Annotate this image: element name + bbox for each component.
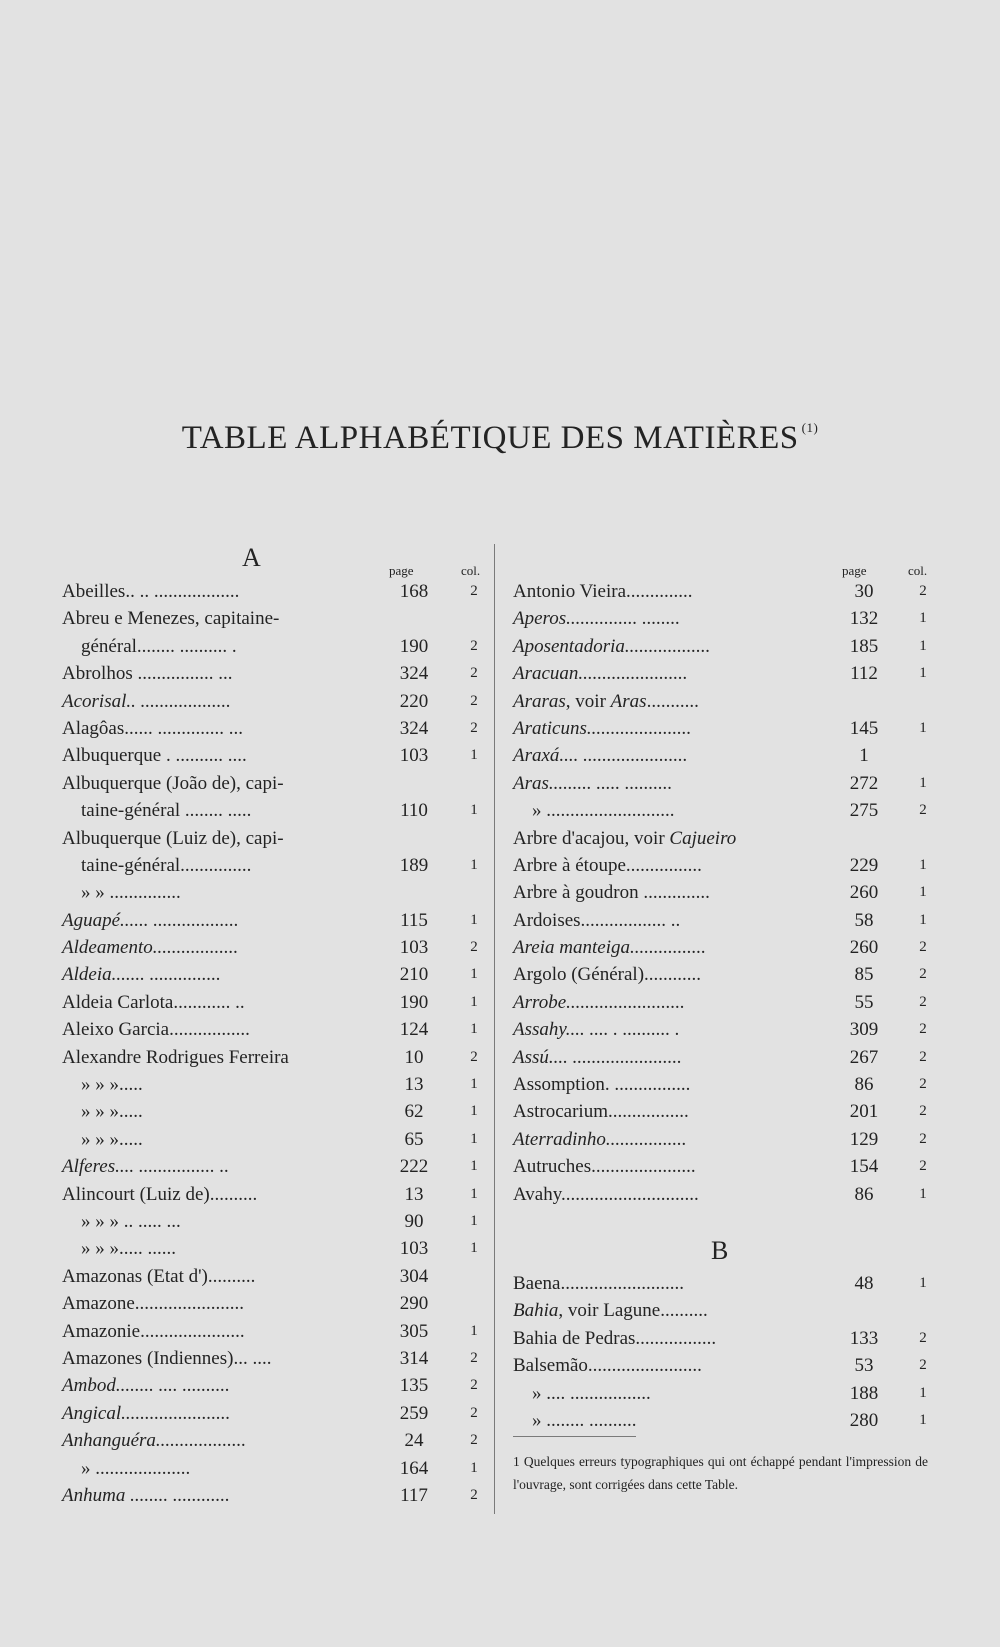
entry-term: Aldeamento.................. xyxy=(62,937,239,959)
index-entry xyxy=(513,715,938,742)
entry-page: 103 xyxy=(399,937,429,959)
entry-column: 1 xyxy=(470,966,478,983)
entry-page: 272 xyxy=(849,772,879,794)
entry-term: Assahy.... .... . .......... . xyxy=(513,1019,680,1041)
entry-page: 145 xyxy=(849,717,879,739)
entry-term: Alincourt (Luiz de).......... xyxy=(62,1183,258,1205)
entry-page: 86 xyxy=(854,1183,874,1205)
index-entry xyxy=(62,605,484,632)
index-entry xyxy=(62,797,484,824)
index-entries-right-b xyxy=(513,1270,938,1434)
entry-term: Aldeia....... ............... xyxy=(62,964,221,986)
entry-column: 1 xyxy=(470,802,478,819)
entry-page: 260 xyxy=(849,937,879,959)
index-entry xyxy=(513,633,938,660)
section-b-header xyxy=(513,1234,938,1270)
entry-column: 1 xyxy=(470,1076,478,1093)
index-entry xyxy=(62,1208,484,1235)
entry-column: 1 xyxy=(919,1384,927,1401)
entry-term: Abeilles.. .. .................. xyxy=(62,581,240,602)
entry-column: 1 xyxy=(919,1274,927,1291)
index-entry xyxy=(513,1352,938,1379)
entry-column: 2 xyxy=(470,1486,478,1503)
column-header xyxy=(513,545,938,578)
index-entry xyxy=(62,961,484,988)
index-entry xyxy=(513,578,938,605)
entry-column: 2 xyxy=(470,583,478,599)
entry-page: 309 xyxy=(849,1019,879,1041)
page-header: page xyxy=(389,563,414,578)
entry-column: 1 xyxy=(470,993,478,1010)
entry-term: Aldeia Carlota............ .. xyxy=(62,991,245,1013)
entry-term: Anhuma ........ ............ xyxy=(62,1484,230,1506)
index-entry xyxy=(62,1181,484,1208)
entry-page: 1 xyxy=(859,745,869,767)
entry-column: 1 xyxy=(470,1130,478,1147)
entry-term: Abrolhos ................ ... xyxy=(62,663,233,685)
index-entry xyxy=(62,742,484,769)
entry-page: 260 xyxy=(849,882,879,904)
index-entry xyxy=(513,1325,938,1352)
entry-column: 2 xyxy=(470,665,478,682)
entry-term: Alagôas...... .............. ... xyxy=(62,717,244,739)
index-column-left xyxy=(62,545,484,1509)
entry-column: 1 xyxy=(919,637,927,654)
entry-column: 1 xyxy=(919,911,927,928)
entry-page: 65 xyxy=(404,1128,424,1150)
index-entry xyxy=(62,1235,484,1262)
section-letter-b: B xyxy=(711,1235,729,1265)
entry-page: 189 xyxy=(399,854,429,876)
entry-term: général........ .......... . xyxy=(81,635,237,657)
entry-term: » .... ................. xyxy=(532,1382,651,1404)
entry-page: 13 xyxy=(404,1074,424,1096)
index-entry xyxy=(62,1400,484,1427)
entry-page: 58 xyxy=(854,909,874,931)
entry-term: Antonio Vieira.............. xyxy=(513,581,693,602)
column-header xyxy=(62,545,484,578)
entry-page: 103 xyxy=(399,745,429,767)
entry-term: Bahia, voir Lagune.......... xyxy=(513,1300,708,1322)
index-entries-left xyxy=(62,578,484,1509)
entry-term: Astrocarium................. xyxy=(513,1101,689,1123)
index-entry xyxy=(513,989,938,1016)
index-entry xyxy=(513,879,938,906)
entry-column: 1 xyxy=(919,719,927,736)
entry-term: Alferes.... ................ .. xyxy=(62,1156,230,1178)
index-entry xyxy=(62,578,484,605)
entry-page: 259 xyxy=(399,1402,429,1424)
entry-term: Aguapé...... .................. xyxy=(62,909,239,931)
entry-page: 124 xyxy=(399,1019,429,1041)
index-entry xyxy=(513,961,938,988)
index-entry xyxy=(62,1455,484,1482)
entry-term: Bahia de Pedras................. xyxy=(513,1327,717,1349)
index-entry xyxy=(62,660,484,687)
entry-column: 2 xyxy=(919,1357,927,1374)
index-entry xyxy=(513,852,938,879)
index-entry xyxy=(62,1071,484,1098)
footnote-rule xyxy=(513,1436,636,1437)
index-entry xyxy=(62,825,484,852)
entry-page: 13 xyxy=(404,1183,424,1205)
entry-term: Ambod........ .... .......... xyxy=(62,1375,230,1397)
entry-column: 1 xyxy=(919,884,927,901)
entry-column: 2 xyxy=(919,939,927,956)
entry-column: 1 xyxy=(470,911,478,928)
entry-term: » » »..... xyxy=(81,1101,143,1123)
entry-column: 2 xyxy=(470,1432,478,1449)
index-entry xyxy=(513,1016,938,1043)
entry-column: 2 xyxy=(919,966,927,983)
index-entry xyxy=(62,1482,484,1509)
entry-column: 1 xyxy=(470,1322,478,1339)
section-letter-a: A xyxy=(242,543,261,572)
entry-column: 1 xyxy=(919,856,927,873)
page-header: page xyxy=(842,563,867,578)
entry-column: 2 xyxy=(919,1130,927,1147)
index-entry xyxy=(513,1380,938,1407)
entry-column: 2 xyxy=(919,583,927,599)
index-entries-right-a xyxy=(513,578,938,1208)
entry-column: 2 xyxy=(470,1349,478,1366)
entry-page: 154 xyxy=(849,1156,879,1178)
index-entry xyxy=(62,852,484,879)
index-entry xyxy=(62,934,484,961)
index-entry xyxy=(62,1126,484,1153)
entry-column: 1 xyxy=(470,1212,478,1229)
entry-term: » » »..... ...... xyxy=(81,1238,176,1260)
entry-term: Amazones (Indiennes)... .... xyxy=(62,1347,272,1369)
column-divider xyxy=(494,544,495,1514)
entry-term: Alexandre Rodrigues Ferreira xyxy=(62,1046,289,1068)
entry-page: 55 xyxy=(854,991,874,1013)
entry-column: 2 xyxy=(470,939,478,956)
index-entry xyxy=(513,1407,938,1434)
index-entry xyxy=(513,688,938,715)
footnote: 1 Quelques erreurs typographiques qui ont échappé pendant l'impression de l'ouvrage, sont corrigées dans cette Table. xyxy=(513,1454,928,1492)
entry-page: 112 xyxy=(850,663,878,685)
entry-term: Argolo (Général)............ xyxy=(513,964,702,986)
entry-page: 53 xyxy=(854,1355,874,1377)
entry-term: Balsemão........................ xyxy=(513,1355,702,1377)
entry-page: 10 xyxy=(404,1046,424,1068)
entry-page: 48 xyxy=(854,1272,874,1294)
index-entry xyxy=(62,1098,484,1125)
entry-term: Aleixo Garcia................. xyxy=(62,1019,250,1041)
entry-page: 314 xyxy=(399,1347,429,1369)
entry-page: 305 xyxy=(399,1320,429,1342)
index-entry xyxy=(62,715,484,742)
entry-column: 1 xyxy=(470,1240,478,1257)
entry-column: 1 xyxy=(919,1411,927,1428)
entry-term: Amazonas (Etat d').......... xyxy=(62,1265,256,1287)
entry-term: Aras......... ..... .......... xyxy=(513,772,673,794)
entry-term: Albuquerque (Luiz de), capi- xyxy=(62,827,284,849)
index-entry xyxy=(62,989,484,1016)
entry-term: » » »..... xyxy=(81,1128,143,1150)
index-entry xyxy=(62,633,484,660)
index-entry xyxy=(62,1153,484,1180)
entry-column: 2 xyxy=(919,1329,927,1346)
index-column-right xyxy=(513,545,938,1434)
entry-column: 2 xyxy=(470,1377,478,1394)
entry-page: 24 xyxy=(404,1430,424,1452)
entry-term: Assú.... ....................... xyxy=(513,1046,682,1068)
entry-page: 190 xyxy=(399,635,429,657)
entry-column: 1 xyxy=(470,1185,478,1202)
entry-column: 2 xyxy=(470,637,478,654)
entry-term: Acorisal.. ................... xyxy=(62,690,231,712)
index-entry xyxy=(62,1016,484,1043)
entry-page: 85 xyxy=(854,964,874,986)
entry-page: 62 xyxy=(404,1101,424,1123)
entry-term: Avahy............................. xyxy=(513,1183,699,1205)
entry-term: taine-général............... xyxy=(81,854,252,876)
index-entry xyxy=(513,605,938,632)
entry-column: 1 xyxy=(919,610,927,627)
entry-page: 164 xyxy=(399,1457,429,1479)
entry-page: 132 xyxy=(849,608,879,630)
entry-term: Aposentadoria.................. xyxy=(513,635,711,657)
entry-column: 2 xyxy=(919,802,927,819)
entry-column: 2 xyxy=(919,1048,927,1065)
index-entry xyxy=(513,1098,938,1125)
entry-column: 2 xyxy=(919,1076,927,1093)
entry-term: Amazonie...................... xyxy=(62,1320,245,1342)
entry-column: 2 xyxy=(470,692,478,709)
entry-page: 168 xyxy=(399,581,429,602)
entry-page: 222 xyxy=(399,1156,429,1178)
entry-page: 188 xyxy=(849,1382,879,1404)
index-entry xyxy=(513,907,938,934)
entry-column: 1 xyxy=(919,1185,927,1202)
entry-page: 201 xyxy=(849,1101,879,1123)
entry-column: 1 xyxy=(470,1158,478,1175)
entry-page: 90 xyxy=(404,1210,424,1232)
entry-column: 2 xyxy=(470,719,478,736)
entry-page: 86 xyxy=(854,1074,874,1096)
entry-column: 1 xyxy=(919,665,927,682)
entry-page: 30 xyxy=(854,581,874,602)
entry-page: 324 xyxy=(399,663,429,685)
entry-term: Aperos............... ........ xyxy=(513,608,681,630)
entry-column: 1 xyxy=(470,1459,478,1476)
entry-term: » ........ .......... xyxy=(532,1409,637,1431)
entry-term: Arbre à étoupe................ xyxy=(513,854,702,876)
entry-page: 110 xyxy=(400,800,428,822)
index-entry xyxy=(513,1153,938,1180)
entry-page: 304 xyxy=(399,1265,429,1287)
entry-page: 185 xyxy=(849,635,879,657)
page-title xyxy=(0,420,1000,457)
entry-term: Albuquerque (João de), capi- xyxy=(62,772,284,794)
index-entry xyxy=(62,1372,484,1399)
index-entry xyxy=(513,1181,938,1208)
index-entry xyxy=(62,1318,484,1345)
entry-page: 229 xyxy=(849,854,879,876)
entry-term: Amazone....................... xyxy=(62,1293,245,1315)
index-entry xyxy=(513,742,938,769)
entry-term: Anhanguéra................... xyxy=(62,1430,247,1452)
entry-page: 117 xyxy=(400,1484,428,1506)
index-entry xyxy=(513,1270,938,1297)
footnote-mark: (1) xyxy=(801,420,819,435)
entry-page: 115 xyxy=(400,909,428,931)
entry-page: 275 xyxy=(849,800,879,822)
entry-term: Araras, voir Aras........... xyxy=(513,690,699,712)
entry-column: 2 xyxy=(919,1158,927,1175)
entry-page: 190 xyxy=(399,991,429,1013)
entry-column: 1 xyxy=(470,1103,478,1120)
index-entry xyxy=(513,1126,938,1153)
entry-term: » » »..... xyxy=(81,1074,143,1096)
entry-term: Albuquerque . .......... .... xyxy=(62,745,247,767)
entry-term: Angical....................... xyxy=(62,1402,231,1424)
entry-column: 2 xyxy=(470,1048,478,1065)
entry-page: 133 xyxy=(849,1327,879,1349)
entry-column: 1 xyxy=(470,747,478,764)
index-entry xyxy=(62,907,484,934)
index-entry xyxy=(513,825,938,852)
entry-term: » ........................... xyxy=(532,800,675,822)
entry-page: 103 xyxy=(399,1238,429,1260)
index-entry xyxy=(513,1044,938,1071)
entry-column: 1 xyxy=(919,774,927,791)
title-text: TABLE ALPHABÉTIQUE DES MATIÈRES xyxy=(181,420,799,456)
entry-term: Arrobe......................... xyxy=(513,991,685,1013)
entry-page: 267 xyxy=(849,1046,879,1068)
entry-column: 1 xyxy=(470,856,478,873)
entry-term: Arbre d'acajou, voir Cajueiro xyxy=(513,827,737,849)
entry-term: » » ............... xyxy=(81,882,181,904)
entry-term: Araticuns...................... xyxy=(513,717,692,739)
entry-page: 290 xyxy=(399,1293,429,1315)
entry-term: Arbre à goudron .............. xyxy=(513,882,710,904)
entry-page: 280 xyxy=(849,1409,879,1431)
index-entry xyxy=(62,1263,484,1290)
index-entry xyxy=(513,1071,938,1098)
entry-column: 2 xyxy=(919,1103,927,1120)
col-header: col. xyxy=(461,563,481,578)
index-entry xyxy=(62,770,484,797)
entry-term: Areia manteiga................ xyxy=(513,937,706,959)
entry-page: 324 xyxy=(399,717,429,739)
entry-term: » » » .. ..... ... xyxy=(81,1210,181,1232)
entry-term: Ardoises.................. .. xyxy=(513,909,681,931)
index-entry xyxy=(62,879,484,906)
entry-term: Assomption. ................ xyxy=(513,1074,691,1096)
index-entry xyxy=(62,688,484,715)
entry-page: 220 xyxy=(399,690,429,712)
entry-page: 129 xyxy=(849,1128,879,1150)
entry-term: Aracuan....................... xyxy=(513,663,688,685)
entry-column: 2 xyxy=(919,1021,927,1038)
index-entry xyxy=(62,1345,484,1372)
entry-term: Araxá.... ...................... xyxy=(513,745,688,767)
entry-term: Abreu e Menezes, capitaine- xyxy=(62,608,280,630)
entry-column: 2 xyxy=(919,993,927,1010)
index-entry xyxy=(62,1427,484,1454)
index-entry xyxy=(513,660,938,687)
entry-column: 1 xyxy=(470,1021,478,1038)
index-entry xyxy=(513,1297,938,1324)
index-entry xyxy=(513,770,938,797)
entry-page: 210 xyxy=(399,964,429,986)
index-entry xyxy=(62,1290,484,1317)
index-entry xyxy=(513,797,938,824)
entry-term: » .................... xyxy=(81,1457,191,1479)
entry-term: taine-général ........ ..... xyxy=(81,800,252,822)
index-entry xyxy=(62,1044,484,1071)
entry-term: Baena.......................... xyxy=(513,1272,684,1294)
entry-term: Aterradinho................. xyxy=(513,1128,687,1150)
index-entry xyxy=(513,934,938,961)
entry-column: 2 xyxy=(470,1404,478,1421)
entry-term: Autruches...................... xyxy=(513,1156,696,1178)
entry-page: 135 xyxy=(399,1375,429,1397)
col-header: col. xyxy=(908,563,928,578)
